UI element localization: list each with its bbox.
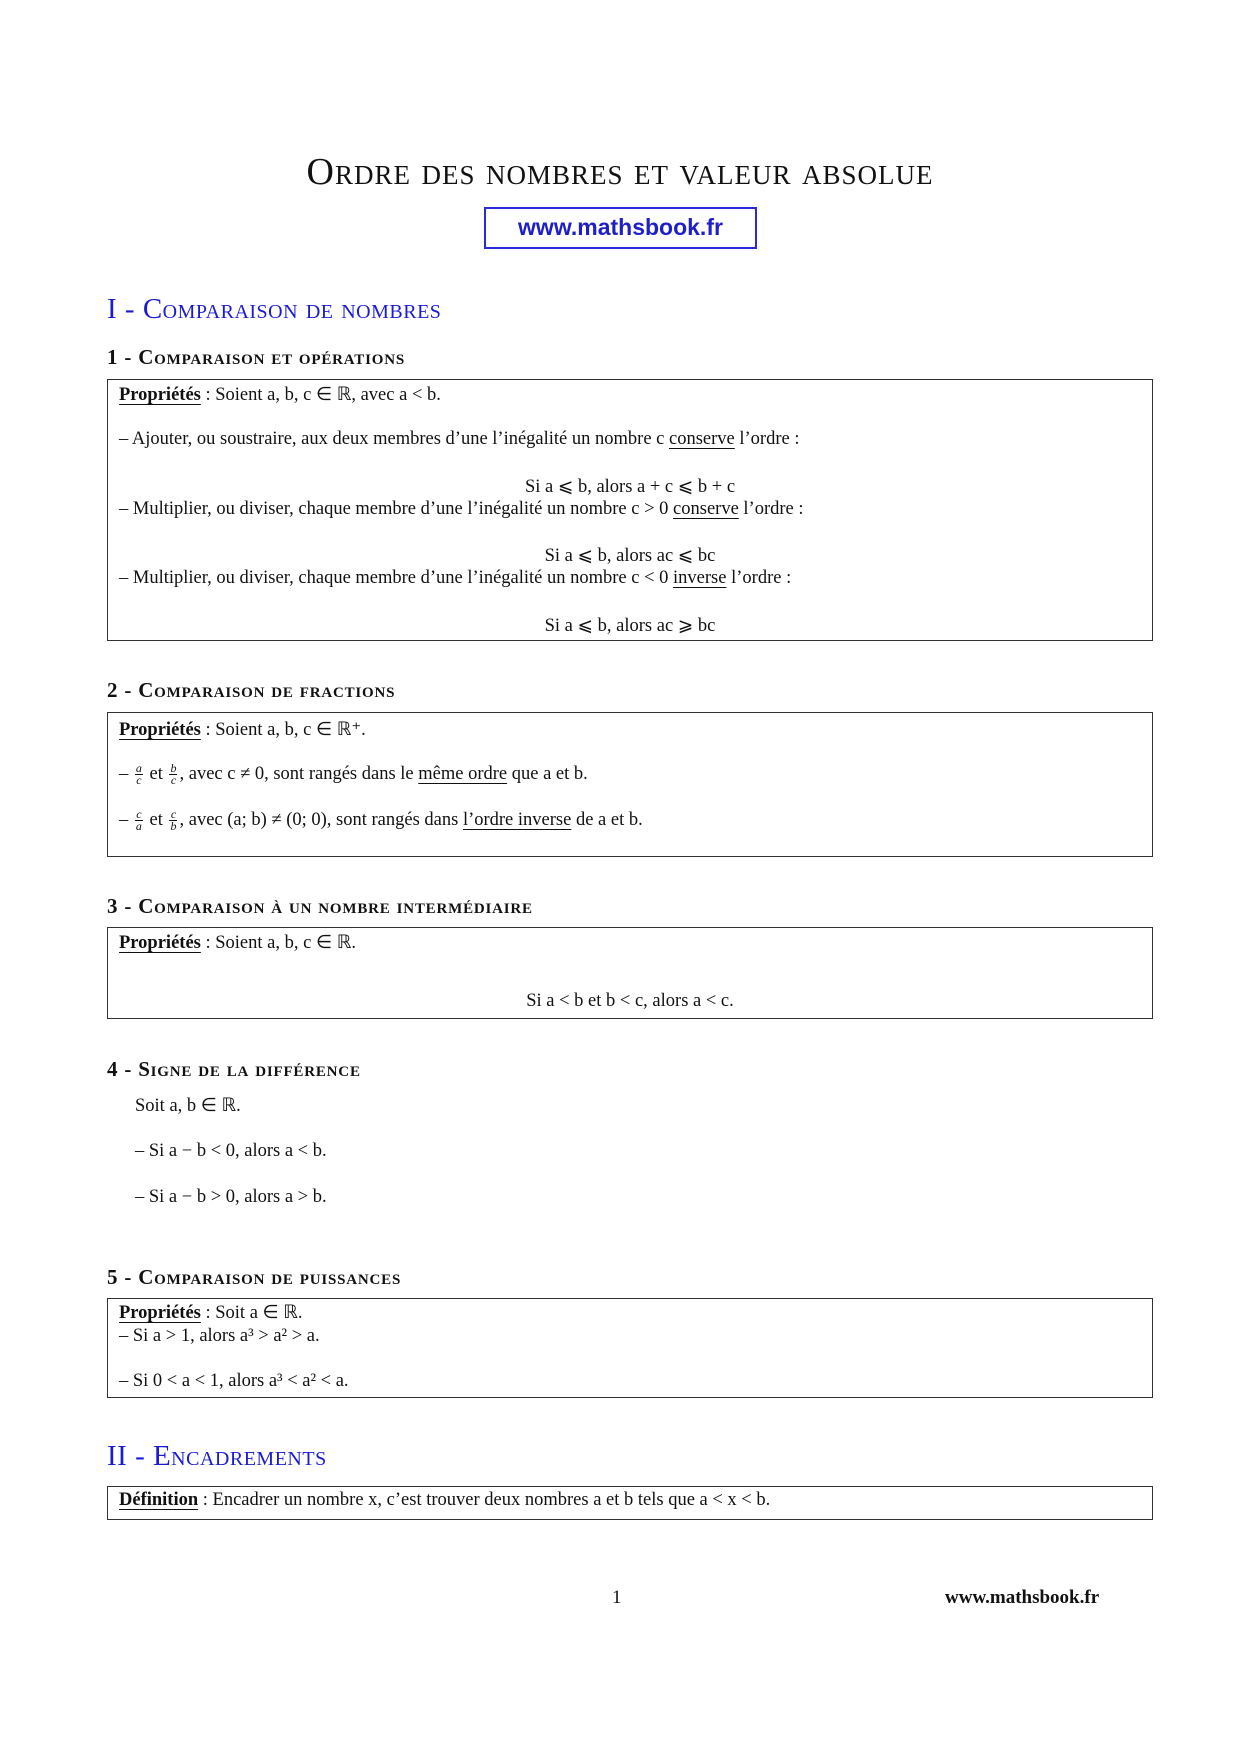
definition-label: Définition xyxy=(119,1490,199,1510)
property-item-inverse-order: – $\frac{c}{a}$ et $\frac{c}{b}$ , avec (a; b) ≠ (0; 0), sont rangés dans l’ordre inverse de a et b. xyxy=(119,807,643,833)
fraction-c-over-b: $\frac{c}{b}$ xyxy=(170,807,177,833)
properties-label: Propriétés xyxy=(119,1303,201,1323)
formula-multiply-positive: Si a ⩽ b, alors ac ⩽ bc xyxy=(544,546,716,566)
subsection-1-heading: 1 - Comparaison et opérations xyxy=(107,345,405,369)
fraction-c-over-a: $\frac{c}{a}$ xyxy=(135,807,142,833)
box-intro-line: Propriétés : Soient a, b, c ∈ ℝ, avec a < b. xyxy=(119,385,441,405)
powers-item-between-zero-one: – Si 0 < a < 1, alors a³ < a² < a. xyxy=(119,1371,349,1391)
footer-site[interactable]: www.mathsbook.fr xyxy=(945,1587,1100,1608)
box-intro-line: Propriétés : Soient a, b, c ∈ ℝ⁺. xyxy=(119,720,366,740)
property-item-multiply-positive: – Multiplier, ou diviser, chaque membre d’une l’inégalité un nombre c > 0 conserve l’ordre : xyxy=(119,499,804,519)
powers-item-greater-than-one: – Si a > 1, alors a³ > a² > a. xyxy=(119,1326,320,1346)
difference-item-positive: – Si a − b > 0, alors a > b. xyxy=(135,1187,327,1207)
formula-transitivity: Si a < b et b < c, alors a < c. xyxy=(526,991,734,1011)
subsection-3-heading: 3 - Comparaison à un nombre intermédiaire xyxy=(107,894,533,918)
properties-box-intermediate xyxy=(107,927,1153,1019)
properties-box-operations xyxy=(107,379,1153,641)
subsection-2-heading: 2 - Comparaison de fractions xyxy=(107,678,396,702)
section-2-heading: II - Encadrements xyxy=(107,1440,327,1472)
property-item-same-order: – $\frac{a}{c}$ et $\frac{b}{c}$ , avec c ≠ 0, sont rangés dans le même ordre que a et b. xyxy=(119,761,588,787)
fraction-b-over-c: $\frac{b}{c}$ xyxy=(170,761,177,787)
definition-box xyxy=(107,1486,1153,1520)
document-title: Ordre des nombres et valeur absolue xyxy=(306,151,934,193)
box-intro-line: Propriétés : Soient a, b, c ∈ ℝ. xyxy=(119,933,356,953)
property-item-multiply-negative: – Multiplier, ou diviser, chaque membre d’une l’inégalité un nombre c < 0 inverse l’ordre : xyxy=(119,568,792,588)
formula-add: Si a ⩽ b, alors a + c ⩽ b + c xyxy=(524,477,736,497)
page-number: 1 xyxy=(612,1587,622,1608)
section-1-heading: I - Comparaison de nombres xyxy=(107,293,442,325)
fraction-a-over-c: $\frac{a}{c}$ xyxy=(135,761,142,787)
properties-box-powers xyxy=(107,1298,1153,1398)
difference-item-negative: – Si a − b < 0, alors a < b. xyxy=(135,1141,327,1161)
subsection-4-heading: 4 - Signe de la différence xyxy=(107,1057,361,1081)
formula-multiply-negative: Si a ⩽ b, alors ac ⩾ bc xyxy=(544,616,716,636)
subsection-5-heading: 5 - Comparaison de puissances xyxy=(107,1265,402,1289)
site-badge[interactable]: www.mathsbook.fr xyxy=(484,207,757,249)
properties-box-fractions xyxy=(107,712,1153,857)
property-item-add: – Ajouter, ou soustraire, aux deux membres d’une l’inégalité un nombre c conserve l’ordre : xyxy=(119,429,800,449)
properties-label: Propriétés xyxy=(119,720,201,740)
difference-intro: Soit a, b ∈ ℝ. xyxy=(135,1096,241,1116)
properties-label: Propriétés xyxy=(119,933,201,953)
properties-label: Propriétés xyxy=(119,385,201,405)
definition-line: Définition : Encadrer un nombre x, c’est trouver deux nombres a et b tels que a < x < b. xyxy=(119,1490,771,1510)
box-intro-line: Propriétés : Soit a ∈ ℝ. xyxy=(119,1303,303,1323)
